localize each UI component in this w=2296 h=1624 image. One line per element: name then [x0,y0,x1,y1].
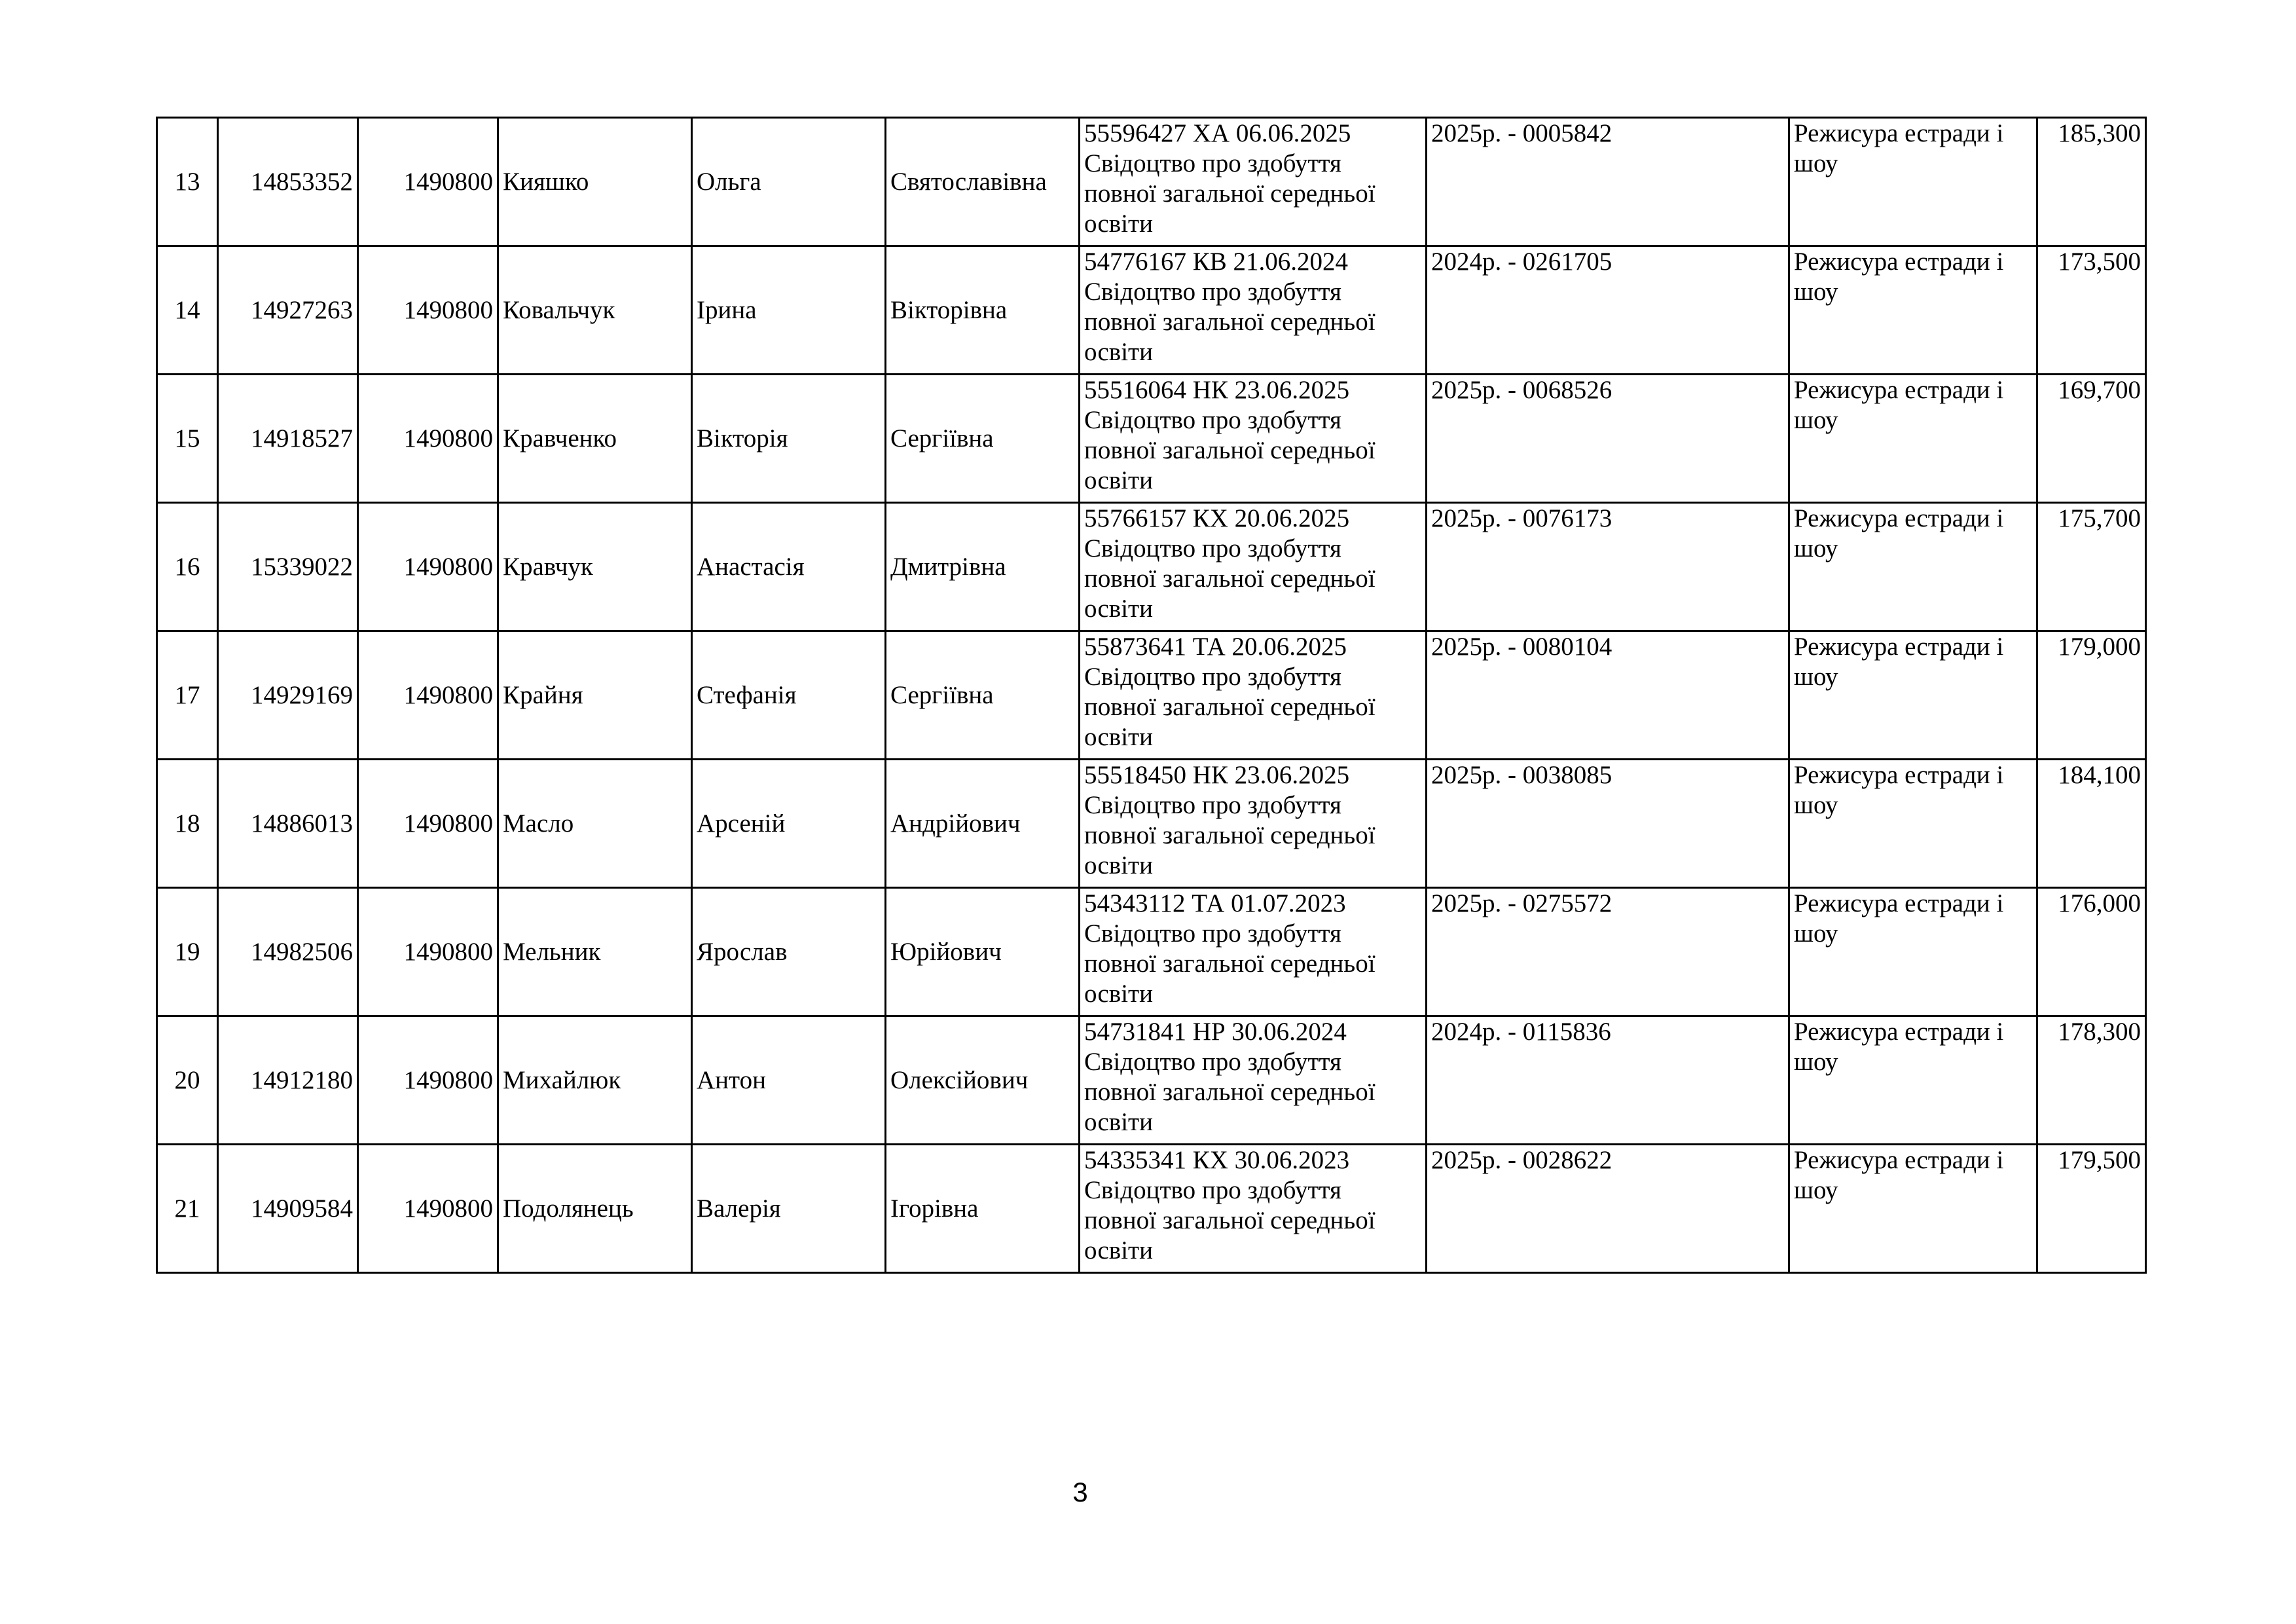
document-text: повної загальної середньої [1084,564,1376,593]
table-row [157,888,2146,1016]
applicant-id-cell [218,888,358,1016]
document-text: освіти [1084,1236,1153,1264]
exam-certificate-text: 2025р. - 0005842 [1431,119,1613,147]
surname-cell [498,760,692,888]
program-code-text: 1490800 [403,1194,493,1223]
document-cell [1080,503,1427,631]
document-text: 54731841 НР 30.06.2024 [1084,1018,1347,1046]
surname-text: Масло [503,809,574,838]
program-code-cell [358,631,498,760]
surname-cell [498,375,692,503]
program-code-cell [358,1016,498,1145]
applicant-id-cell [218,760,358,888]
surname-cell [498,631,692,760]
patronymic-text: Андрійович [890,809,1021,838]
applicant-id-cell [218,1016,358,1145]
patronymic-text: Олексійович [890,1065,1029,1094]
document-text: Свідоцтво про здобуття [1084,278,1341,306]
specialty-cell [1789,1145,2037,1273]
specialty-text: Режисура естради і [1794,504,2004,532]
specialty-text: шоу [1794,149,1838,177]
document-text: повної загальної середньої [1084,950,1376,978]
specialty-text: шоу [1794,1176,1838,1204]
exam-certificate-text: 2025р. - 0038085 [1431,761,1613,789]
applicant-id-text: 14982506 [251,937,353,966]
document-text: Свідоцтво про здобуття [1084,919,1341,948]
specialty-text: Режисура естради і [1794,248,2004,276]
exam-certificate-text: 2025р. - 0028622 [1431,1146,1613,1174]
exam-certificate-cell [1427,760,1789,888]
surname-text: Михайлюк [503,1065,621,1094]
row-number-text: 19 [174,937,200,966]
document-text: 54335341 КХ 30.06.2023 [1084,1146,1350,1174]
program-code-text: 1490800 [403,295,493,324]
applicant-id-cell [218,375,358,503]
patronymic-cell [886,1016,1080,1145]
row-number-text: 15 [174,424,200,452]
applicant-id-text: 14927263 [251,295,353,324]
document-text: освіти [1084,466,1153,494]
program-code-text: 1490800 [403,167,493,196]
applicant-id-text: 15339022 [251,552,353,581]
document-text: освіти [1084,595,1153,623]
score-text: 178,300 [2058,1018,2141,1046]
surname-text: Ковальчук [503,295,615,324]
score-text: 173,500 [2058,248,2141,276]
first-name-text: Вікторія [697,424,788,452]
row-number-text: 17 [174,680,200,709]
surname-text: Кравчук [503,552,593,581]
specialty-text: Режисура естради і [1794,376,2004,404]
row-number-text: 14 [174,295,200,324]
score-text: 185,300 [2058,119,2141,147]
surname-text: Мельник [503,937,601,966]
document-text: повної загальної середньої [1084,179,1376,208]
surname-text: Подолянець [503,1194,634,1223]
specialty-text: Режисура естради і [1794,1146,2004,1174]
exam-certificate-cell [1427,888,1789,1016]
specialty-cell [1789,760,2037,888]
specialty-text: шоу [1794,919,1838,948]
row-number-cell [157,888,218,1016]
specialty-text: Режисура естради і [1794,633,2004,661]
surname-text: Крайня [503,680,583,709]
row-number-cell [157,760,218,888]
patronymic-cell [886,375,1080,503]
program-code-text: 1490800 [403,1065,493,1094]
surname-cell [498,246,692,375]
applicant-id-text: 14929169 [251,680,353,709]
patronymic-text: Вікторівна [890,295,1008,324]
document-cell [1080,631,1427,760]
first-name-text: Антон [697,1065,766,1094]
surname-cell [498,118,692,246]
patronymic-text: Дмитрівна [890,552,1006,581]
row-number-text: 16 [174,552,200,581]
row-number-cell [157,118,218,246]
document-cell [1080,760,1427,888]
document-text: Свідоцтво про здобуття [1084,1176,1341,1204]
exam-certificate-text: 2025р. - 0275572 [1431,889,1613,917]
document-text: 55596427 ХА 06.06.2025 [1084,119,1351,147]
first-name-text: Ірина [697,295,757,324]
row-number-cell [157,246,218,375]
patronymic-text: Сергіївна [890,680,994,709]
document-text: повної загальної середньої [1084,436,1376,464]
table-row [157,503,2146,631]
score-text: 169,700 [2058,376,2141,404]
program-code-text: 1490800 [403,937,493,966]
document-text: Свідоцтво про здобуття [1084,1048,1341,1076]
score-cell [2037,760,2146,888]
specialty-cell [1789,375,2037,503]
document-text: Свідоцтво про здобуття [1084,534,1341,563]
document-cell [1080,246,1427,375]
document-cell [1080,1016,1427,1145]
program-code-cell [358,246,498,375]
document-text: освіти [1084,723,1153,751]
applicants-table [156,117,2147,1274]
document-text: освіти [1084,210,1153,238]
exam-certificate-text: 2025р. - 0068526 [1431,376,1613,404]
applicant-id-cell [218,118,358,246]
applicant-id-text: 14918527 [251,424,353,452]
patronymic-cell [886,503,1080,631]
surname-cell [498,1145,692,1273]
document-text: освіти [1084,1108,1153,1136]
program-code-text: 1490800 [403,424,493,452]
document-text: Свідоцтво про здобуття [1084,791,1341,819]
first-name-cell [692,888,886,1016]
program-code-text: 1490800 [403,680,493,709]
specialty-text: шоу [1794,791,1838,819]
document-cell [1080,375,1427,503]
first-name-text: Стефанія [697,680,797,709]
patronymic-text: Сергіївна [890,424,994,452]
document-text: освіти [1084,338,1153,366]
score-cell [2037,118,2146,246]
score-text: 179,500 [2058,1146,2141,1174]
first-name-text: Валерія [697,1194,781,1223]
row-number-text: 18 [174,809,200,838]
table-row [157,631,2146,760]
specialty-text: шоу [1794,1048,1838,1076]
exam-certificate-text: 2024р. - 0115836 [1431,1018,1611,1046]
exam-certificate-text: 2025р. - 0076173 [1431,504,1613,532]
program-code-cell [358,1145,498,1273]
document-text: 55766157 КХ 20.06.2025 [1084,504,1350,532]
surname-text: Кияшко [503,167,589,196]
specialty-text: Режисура естради і [1794,761,2004,789]
patronymic-text: Юрійович [890,937,1002,966]
first-name-cell [692,760,886,888]
first-name-text: Арсеній [697,809,786,838]
score-cell [2037,503,2146,631]
table-body [157,118,2146,1273]
patronymic-cell [886,118,1080,246]
specialty-text: шоу [1794,534,1838,563]
first-name-cell [692,375,886,503]
row-number-text: 21 [174,1194,200,1223]
score-cell [2037,631,2146,760]
score-text: 175,700 [2058,504,2141,532]
exam-certificate-cell [1427,118,1789,246]
first-name-cell [692,1145,886,1273]
specialty-text: Режисура естради і [1794,889,2004,917]
page-number: 3 [1072,1477,1088,1507]
program-code-text: 1490800 [403,552,493,581]
document-text: повної загальної середньої [1084,1206,1376,1234]
document-text: Свідоцтво про здобуття [1084,406,1341,434]
first-name-cell [692,631,886,760]
applicant-id-cell [218,246,358,375]
specialty-text: Режисура естради і [1794,119,2004,147]
patronymic-cell [886,760,1080,888]
first-name-text: Ольга [697,167,761,196]
score-cell [2037,1145,2146,1273]
exam-certificate-cell [1427,375,1789,503]
specialty-text: Режисура естради і [1794,1018,2004,1046]
applicant-id-text: 14853352 [251,167,353,196]
row-number-cell [157,631,218,760]
exam-certificate-cell [1427,503,1789,631]
table-row [157,375,2146,503]
applicant-id-text: 14912180 [251,1065,353,1094]
document-text: Свідоцтво про здобуття [1084,663,1341,691]
document-text: 55518450 НК 23.06.2025 [1084,761,1350,789]
patronymic-text: Ігорівна [890,1194,979,1223]
document-text: освіти [1084,851,1153,879]
document-text: 54776167 КВ 21.06.2024 [1084,248,1349,276]
specialty-text: шоу [1794,278,1838,306]
patronymic-cell [886,1145,1080,1273]
patronymic-cell [886,888,1080,1016]
patronymic-cell [886,246,1080,375]
specialty-text: шоу [1794,406,1838,434]
document-text: 54343112 ТА 01.07.2023 [1084,889,1346,917]
score-text: 184,100 [2058,761,2141,789]
document-text: повної загальної середньої [1084,821,1376,849]
row-number-text: 20 [174,1065,200,1094]
specialty-cell [1789,118,2037,246]
document-text: 55873641 ТА 20.06.2025 [1084,633,1347,661]
patronymic-cell [886,631,1080,760]
patronymic-text: Святославівна [890,167,1047,196]
table-row [157,1145,2146,1273]
table-row [157,118,2146,246]
first-name-text: Ярослав [697,937,788,966]
table-row [157,1016,2146,1145]
first-name-cell [692,246,886,375]
row-number-cell [157,1145,218,1273]
score-cell [2037,375,2146,503]
surname-cell [498,1016,692,1145]
score-cell [2037,888,2146,1016]
row-number-text: 13 [174,167,200,196]
document-cell [1080,888,1427,1016]
first-name-cell [692,118,886,246]
specialty-cell [1789,631,2037,760]
score-text: 176,000 [2058,889,2141,917]
applicant-id-text: 14886013 [251,809,353,838]
program-code-cell [358,118,498,246]
program-code-cell [358,760,498,888]
exam-certificate-cell [1427,631,1789,760]
surname-text: Кравченко [503,424,617,452]
specialty-cell [1789,888,2037,1016]
exam-certificate-text: 2025р. - 0080104 [1431,633,1613,661]
exam-certificate-cell [1427,246,1789,375]
document-cell [1080,118,1427,246]
document-text: повної загальної середньої [1084,308,1376,336]
row-number-cell [157,503,218,631]
document-text: повної загальної середньої [1084,1078,1376,1106]
specialty-cell [1789,246,2037,375]
surname-cell [498,888,692,1016]
document-text: повної загальної середньої [1084,693,1376,721]
specialty-text: шоу [1794,663,1838,691]
first-name-cell [692,503,886,631]
program-code-text: 1490800 [403,809,493,838]
row-number-cell [157,1016,218,1145]
document-text: Свідоцтво про здобуття [1084,149,1341,177]
table-row [157,760,2146,888]
exam-certificate-text: 2024р. - 0261705 [1431,248,1613,276]
document-text: 55516064 НК 23.06.2025 [1084,376,1350,404]
score-text: 179,000 [2058,633,2141,661]
applicant-id-cell [218,631,358,760]
applicant-id-cell [218,503,358,631]
program-code-cell [358,503,498,631]
exam-certificate-cell [1427,1145,1789,1273]
row-number-cell [157,375,218,503]
score-cell [2037,246,2146,375]
surname-cell [498,503,692,631]
program-code-cell [358,888,498,1016]
specialty-cell [1789,503,2037,631]
program-code-cell [358,375,498,503]
score-cell [2037,1016,2146,1145]
first-name-cell [692,1016,886,1145]
applicant-id-text: 14909584 [251,1194,353,1223]
exam-certificate-cell [1427,1016,1789,1145]
document-cell [1080,1145,1427,1273]
document-text: освіти [1084,980,1153,1008]
first-name-text: Анастасія [697,552,805,581]
applicant-id-cell [218,1145,358,1273]
specialty-cell [1789,1016,2037,1145]
table-row [157,246,2146,375]
